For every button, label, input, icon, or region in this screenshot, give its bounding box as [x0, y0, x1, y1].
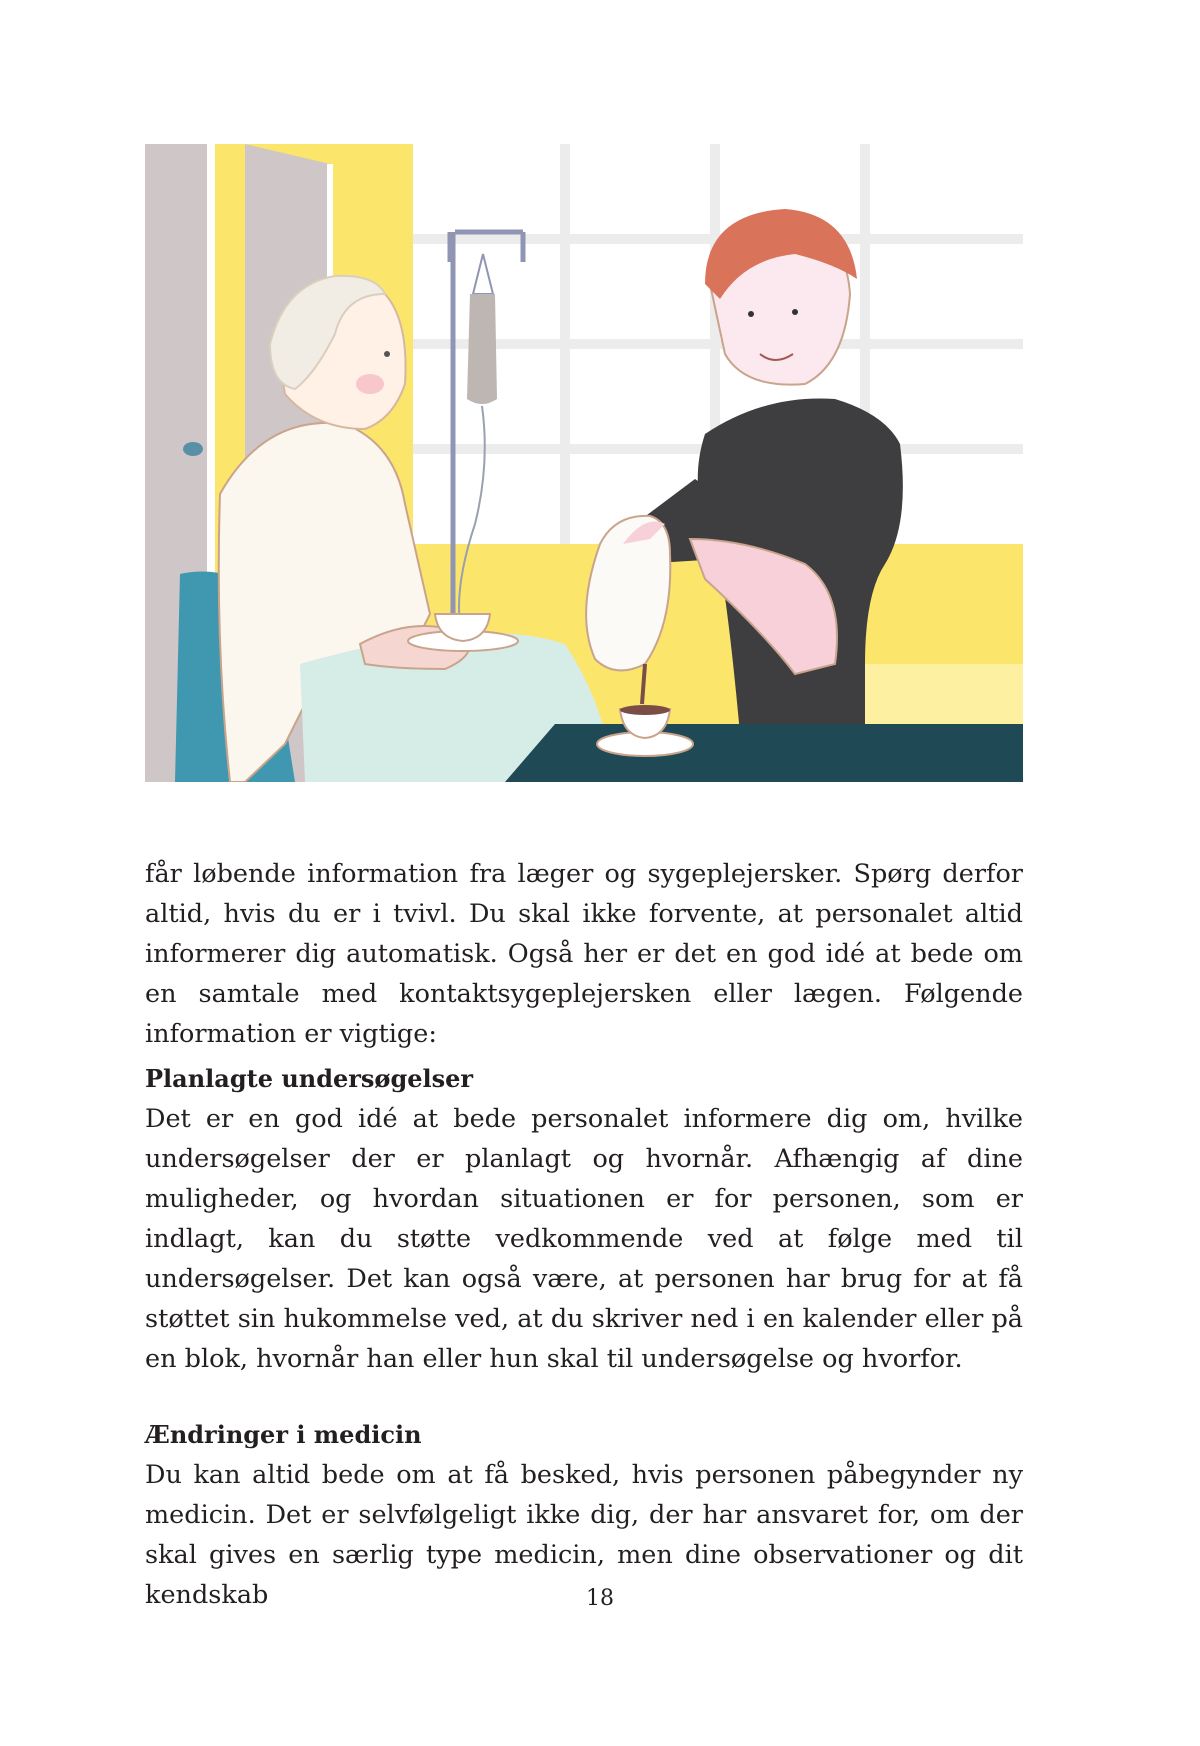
intro-paragraph: [145, 854, 1023, 1054]
illustration: [145, 144, 1023, 782]
section-medication-changes: [145, 1415, 1023, 1615]
page-number: 18: [586, 1586, 614, 1611]
nurse-pouring-coffee-illustration: [145, 144, 1023, 782]
section-heading: Ændringer i medicin: [145, 1420, 422, 1449]
iv-bag: [467, 294, 497, 404]
section-planned-examinations: [145, 1059, 1023, 1379]
section-heading: Planlagte undersøgelser: [145, 1064, 474, 1093]
section-body: Det er en god idé at bede personalet informere dig om, hvilke undersøgelser der er planlagt og hvornår. Afhængig af dine muligheder, og hvordan situationen er for personen, som er indlagt, kan du støtte vedkommende ved at følge med til undersøgelser. Det kan også være, at personen har brug for at få støttet sin hukommelse ved, at du skriver ned i en kalender eller på en blok, hvornår han eller hun skal til undersøgelse og hvorfor.: [145, 1104, 1023, 1374]
section-body: Du kan altid bede om at få besked, hvis personen påbegynder ny medicin. Det er selvfølgeligt ikke dig, der har ansvaret for, om der skal gives en særlig type medicin, men dine observationer og dit kendskab: [145, 1460, 1023, 1610]
door-handle: [183, 442, 203, 456]
table: [505, 724, 1023, 782]
intro-text: får løbende information fra læger og sygeplejersker. Spørg derfor altid, hvis du er i tvivl. Du skal ikke forvente, at personalet altid informerer dig automatisk. Også her er det en god idé at bede om en samtale med kontaktsygeplejersken eller lægen. Følgende information er vigtige:: [145, 859, 1023, 1049]
